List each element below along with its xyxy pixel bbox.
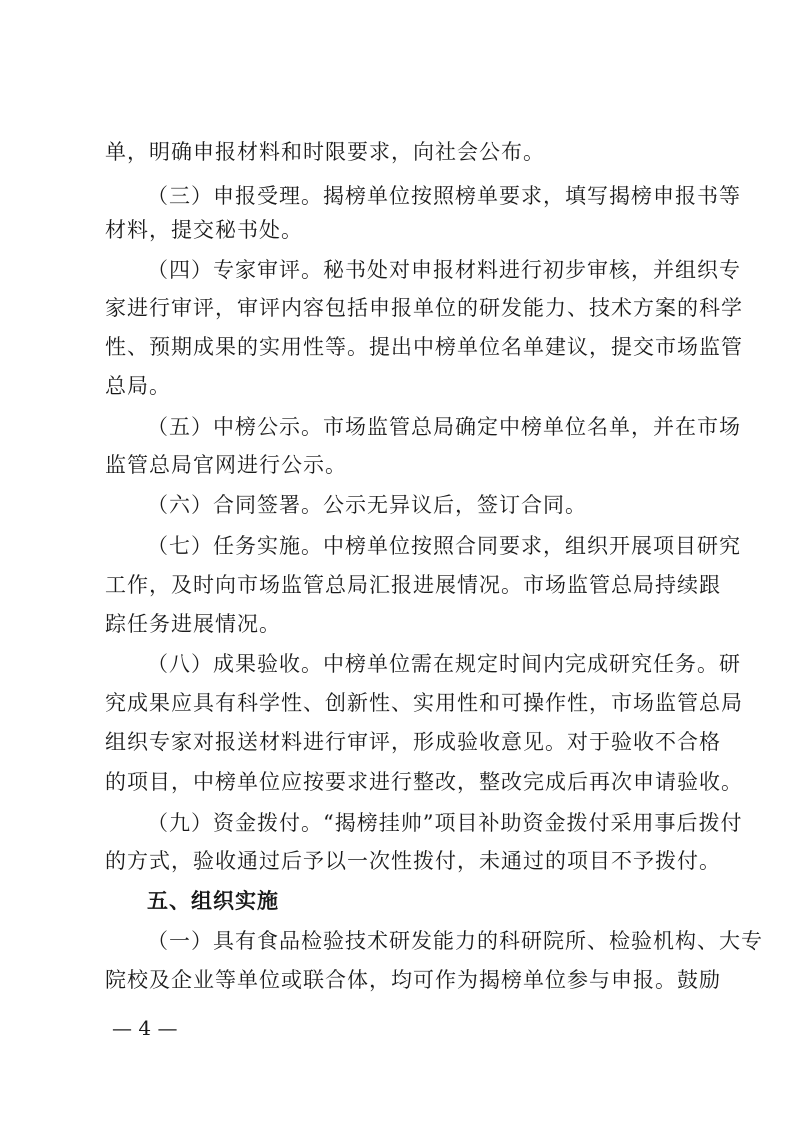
text-line: 工作，及时向市场监管总局汇报进展情况。市场监管总局持续跟 bbox=[105, 573, 721, 597]
text-line: 组织专家对报送材料进行审评，形成验收意见。对于验收不合格 bbox=[105, 730, 721, 754]
text-line: 总局。 bbox=[105, 374, 171, 398]
text-line: （七）任务实施。中榜单位按照合同要求，组织开展项目研究 bbox=[147, 534, 741, 558]
page-number: — 4 — bbox=[112, 1016, 178, 1040]
text-line: 的项目，中榜单位应按要求进行整改，整改完成后再次申请验收。 bbox=[105, 770, 743, 794]
text-line: （四）专家审评。秘书处对申报材料进行初步审核，并组织专 bbox=[147, 258, 741, 282]
text-line: 的方式，验收通过后予以一次性拨付，未通过的项目不予拨付。 bbox=[105, 849, 721, 873]
text-line: （三）申报受理。揭榜单位按照榜单要求，填写揭榜申报书等 bbox=[147, 184, 741, 208]
text-line: 监管总局官网进行公示。 bbox=[105, 453, 347, 477]
text-line: （六）合同签署。公示无异议后，签订合同。 bbox=[147, 493, 587, 517]
text-line: 单，明确申报材料和时限要求，向社会公布。 bbox=[105, 140, 545, 164]
text-line: 材料，提交秘书处。 bbox=[105, 218, 303, 242]
text-line: 性、预期成果的实用性等。提出中榜单位名单建议，提交市场监管 bbox=[105, 335, 743, 359]
text-line: （五）中榜公示。市场监管总局确定中榜单位名单，并在市场 bbox=[147, 415, 741, 439]
text-line: 家进行审评，审评内容包括申报单位的研发能力、技术方案的科学 bbox=[105, 296, 743, 320]
text-line: （八）成果验收。中榜单位需在规定时间内完成研究任务。研 bbox=[147, 652, 741, 676]
text-line: 究成果应具有科学性、创新性、实用性和可操作性，市场监管总局 bbox=[105, 691, 743, 715]
text-line: （一）具有食品检验技术研发能力的科研院所、检验机构、大专 bbox=[147, 929, 763, 953]
section-heading: 五、组织实施 bbox=[147, 889, 279, 913]
text-line: （九）资金拨付。“揭榜挂帅”项目补助资金拨付采用事后拨付 bbox=[147, 811, 743, 835]
text-line: 院校及企业等单位或联合体，均可作为揭榜单位参与申报。鼓励 bbox=[105, 968, 721, 992]
text-line: 踪任务进展情况。 bbox=[105, 612, 281, 636]
